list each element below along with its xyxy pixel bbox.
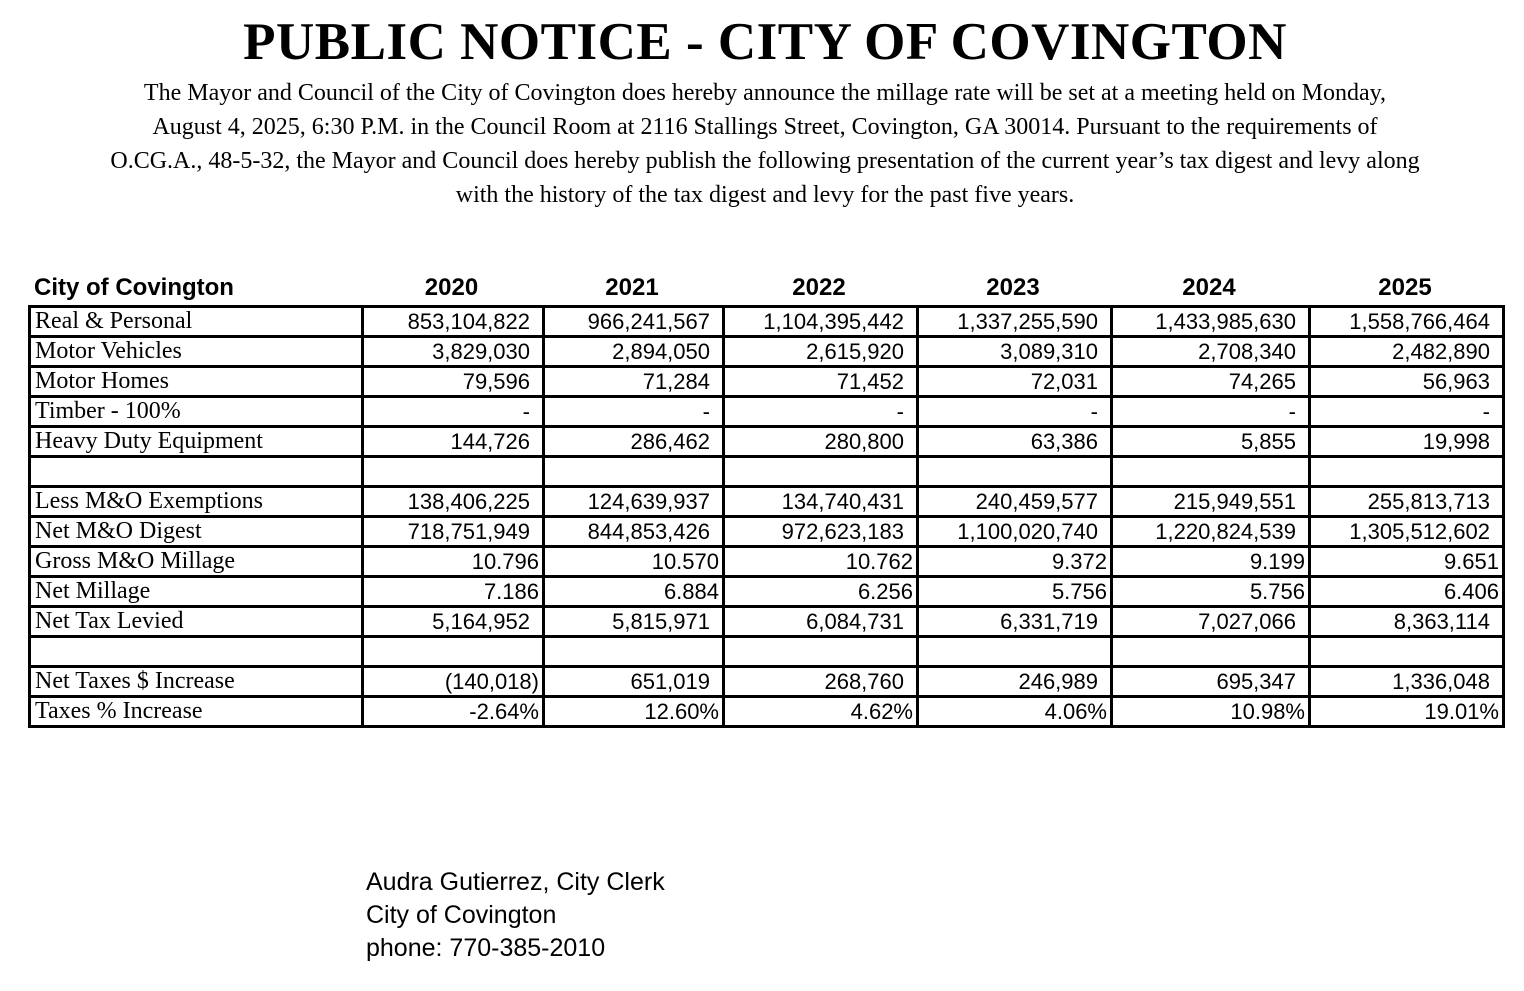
row-label: Net M&O Digest	[30, 517, 363, 547]
table-cell-2022: 6.256	[724, 577, 918, 607]
table-cell-2021	[544, 457, 724, 487]
table-cell-2022: 6,084,731	[724, 607, 918, 637]
row-label: Gross M&O Millage	[30, 547, 363, 577]
row-label: Motor Vehicles	[30, 337, 363, 367]
table-cell-2025: 8,363,114	[1310, 607, 1504, 637]
notice-paragraph-line: with the history of the tax digest and levy for the past five years.	[455, 182, 1075, 208]
table-cell-2022: 972,623,183	[724, 517, 918, 547]
table-cell-2020: 853,104,822	[363, 307, 544, 337]
table-row	[30, 577, 1504, 607]
table-row	[30, 337, 1504, 367]
row-label: Motor Homes	[30, 367, 363, 397]
table-row	[30, 307, 1504, 337]
row-label	[30, 637, 363, 667]
table-row	[30, 607, 1504, 637]
table-cell-2024: 215,949,551	[1112, 487, 1310, 517]
row-label: Real & Personal	[30, 307, 363, 337]
table-cell-2020: -2.64%	[363, 697, 544, 727]
table-cell-2025: 9.651	[1310, 547, 1504, 577]
table-cell-2023: 4.06%	[918, 697, 1112, 727]
table-cell-2020: 10.796	[363, 547, 544, 577]
table-cell-2021: 286,462	[544, 427, 724, 457]
year-header-2025: 2025	[1378, 274, 1432, 301]
table-cell-2023: 240,459,577	[918, 487, 1112, 517]
notice-paragraph-line: O.CG.A., 48-5-32, the Mayor and Council does hereby publish the following presentation of the current year’s tax digest and levy along	[110, 148, 1420, 174]
year-header-2020: 2020	[424, 274, 479, 301]
table-cell-2022: 1,104,395,442	[724, 307, 918, 337]
table-cell-2021: 124,639,937	[544, 487, 724, 517]
table-cell-2025: 1,336,048	[1310, 667, 1504, 697]
table-cell-2020: -	[363, 397, 544, 427]
table-cell-2025: 56,963	[1310, 367, 1504, 397]
table-cell-2022: 268,760	[724, 667, 918, 697]
table-cell-2023: 5.756	[918, 577, 1112, 607]
table-cell-2021: 651,019	[544, 667, 724, 697]
year-header-2022: 2022	[792, 274, 846, 301]
signature-block	[366, 866, 665, 965]
table-cell-2020: 718,751,949	[363, 517, 544, 547]
table-cell-2024: 74,265	[1112, 367, 1310, 397]
table-cell-2021: 71,284	[544, 367, 724, 397]
row-label: Net Tax Levied	[30, 607, 363, 637]
table-cell-2025: 19.01%	[1310, 697, 1504, 727]
table-cell-2022: 280,800	[724, 427, 918, 457]
table-cell-2024: 695,347	[1112, 667, 1310, 697]
row-label: Timber - 100%	[30, 397, 363, 427]
table-cell-2021: 2,894,050	[544, 337, 724, 367]
table-header-row	[28, 270, 1502, 306]
table-cell-2025: 255,813,713	[1310, 487, 1504, 517]
table-cell-2022	[724, 637, 918, 667]
table-cell-2021: 966,241,567	[544, 307, 724, 337]
table-cell-2020: 79,596	[363, 367, 544, 397]
table-cell-2024: 1,433,985,630	[1112, 307, 1310, 337]
table-cell-2025	[1310, 637, 1504, 667]
table-row	[30, 697, 1504, 727]
row-label	[30, 457, 363, 487]
table-cell-2022	[724, 457, 918, 487]
row-label: Taxes % Increase	[30, 697, 363, 727]
table-row	[30, 487, 1504, 517]
table-cell-2023	[918, 637, 1112, 667]
table-cell-2021: -	[544, 397, 724, 427]
year-header-2024: 2024	[1182, 274, 1236, 301]
table-cell-2020: 3,829,030	[363, 337, 544, 367]
table-row	[30, 457, 1504, 487]
table-row	[30, 427, 1504, 457]
table-cell-2023: -	[918, 397, 1112, 427]
notice-paragraph-line: The Mayor and Council of the City of Covington does hereby announce the millage rate will be set at a meeting held on Monday,	[143, 80, 1387, 106]
table-cell-2021: 5,815,971	[544, 607, 724, 637]
table-cell-2025	[1310, 457, 1504, 487]
table-cell-2020	[363, 457, 544, 487]
table-cell-2023: 3,089,310	[918, 337, 1112, 367]
year-header-2023: 2023	[986, 274, 1040, 301]
table-cell-2022: 71,452	[724, 367, 918, 397]
table-cell-2020: 5,164,952	[363, 607, 544, 637]
row-label: Heavy Duty Equipment	[30, 427, 363, 457]
table-cell-2020: (140,018)	[363, 667, 544, 697]
table-cell-2022: 4.62%	[724, 697, 918, 727]
table-cell-2024	[1112, 637, 1310, 667]
table-cell-2023: 246,989	[918, 667, 1112, 697]
table-cell-2024: 10.98%	[1112, 697, 1310, 727]
year-header-2021: 2021	[605, 274, 659, 301]
row-label: Less M&O Exemptions	[30, 487, 363, 517]
table-cell-2025: 2,482,890	[1310, 337, 1504, 367]
clerk-organization: City of Covington	[366, 901, 557, 929]
notice-title: PUBLIC NOTICE - CITY OF COVINGTON	[243, 13, 1287, 71]
table-cell-2024: 1,220,824,539	[1112, 517, 1310, 547]
table-cell-2024: 2,708,340	[1112, 337, 1310, 367]
table-cell-2020: 144,726	[363, 427, 544, 457]
table-cell-2024: 9.199	[1112, 547, 1310, 577]
table-cell-2025: 6.406	[1310, 577, 1504, 607]
clerk-name: Audra Gutierrez, City Clerk	[366, 868, 665, 896]
clerk-phone: phone: 770-385-2010	[366, 934, 606, 962]
table-cell-2024: 7,027,066	[1112, 607, 1310, 637]
table-cell-2023: 72,031	[918, 367, 1112, 397]
table-cell-2022: -	[724, 397, 918, 427]
table-row	[30, 547, 1504, 577]
tax-digest-table	[28, 305, 1505, 728]
table-cell-2021: 844,853,426	[544, 517, 724, 547]
table-cell-2025: 1,558,766,464	[1310, 307, 1504, 337]
table-cell-2025: 19,998	[1310, 427, 1504, 457]
notice-paragraph	[30, 76, 1500, 212]
row-label: Net Millage	[30, 577, 363, 607]
table-cell-2021: 12.60%	[544, 697, 724, 727]
table-cell-2025: -	[1310, 397, 1504, 427]
table-cell-2020	[363, 637, 544, 667]
table-cell-2021	[544, 637, 724, 667]
row-label: Net Taxes $ Increase	[30, 667, 363, 697]
table-cell-2021: 6.884	[544, 577, 724, 607]
table-cell-2024	[1112, 457, 1310, 487]
table-row	[30, 397, 1504, 427]
table-cell-2021: 10.570	[544, 547, 724, 577]
table-cell-2025: 1,305,512,602	[1310, 517, 1504, 547]
table-cell-2023: 63,386	[918, 427, 1112, 457]
table-row	[30, 367, 1504, 397]
table-row	[30, 667, 1504, 697]
table-row	[30, 517, 1504, 547]
table-row	[30, 637, 1504, 667]
table-cell-2024: -	[1112, 397, 1310, 427]
table-cell-2023: 1,100,020,740	[918, 517, 1112, 547]
table-cell-2023	[918, 457, 1112, 487]
table-cell-2024: 5,855	[1112, 427, 1310, 457]
table-cell-2023: 9.372	[918, 547, 1112, 577]
table-cell-2022: 2,615,920	[724, 337, 918, 367]
table-cell-2023: 6,331,719	[918, 607, 1112, 637]
table-cell-2022: 134,740,431	[724, 487, 918, 517]
table-cell-2023: 1,337,255,590	[918, 307, 1112, 337]
table-body	[30, 307, 1504, 727]
table-header-label: City of Covington	[34, 274, 234, 301]
table-cell-2020: 138,406,225	[363, 487, 544, 517]
table-cell-2022: 10.762	[724, 547, 918, 577]
table-cell-2020: 7.186	[363, 577, 544, 607]
notice-paragraph-line: August 4, 2025, 6:30 P.M. in the Council Room at 2116 Stallings Street, Covington, GA 30014. Pursuant to the requirements of	[152, 114, 1378, 140]
table-cell-2024: 5.756	[1112, 577, 1310, 607]
